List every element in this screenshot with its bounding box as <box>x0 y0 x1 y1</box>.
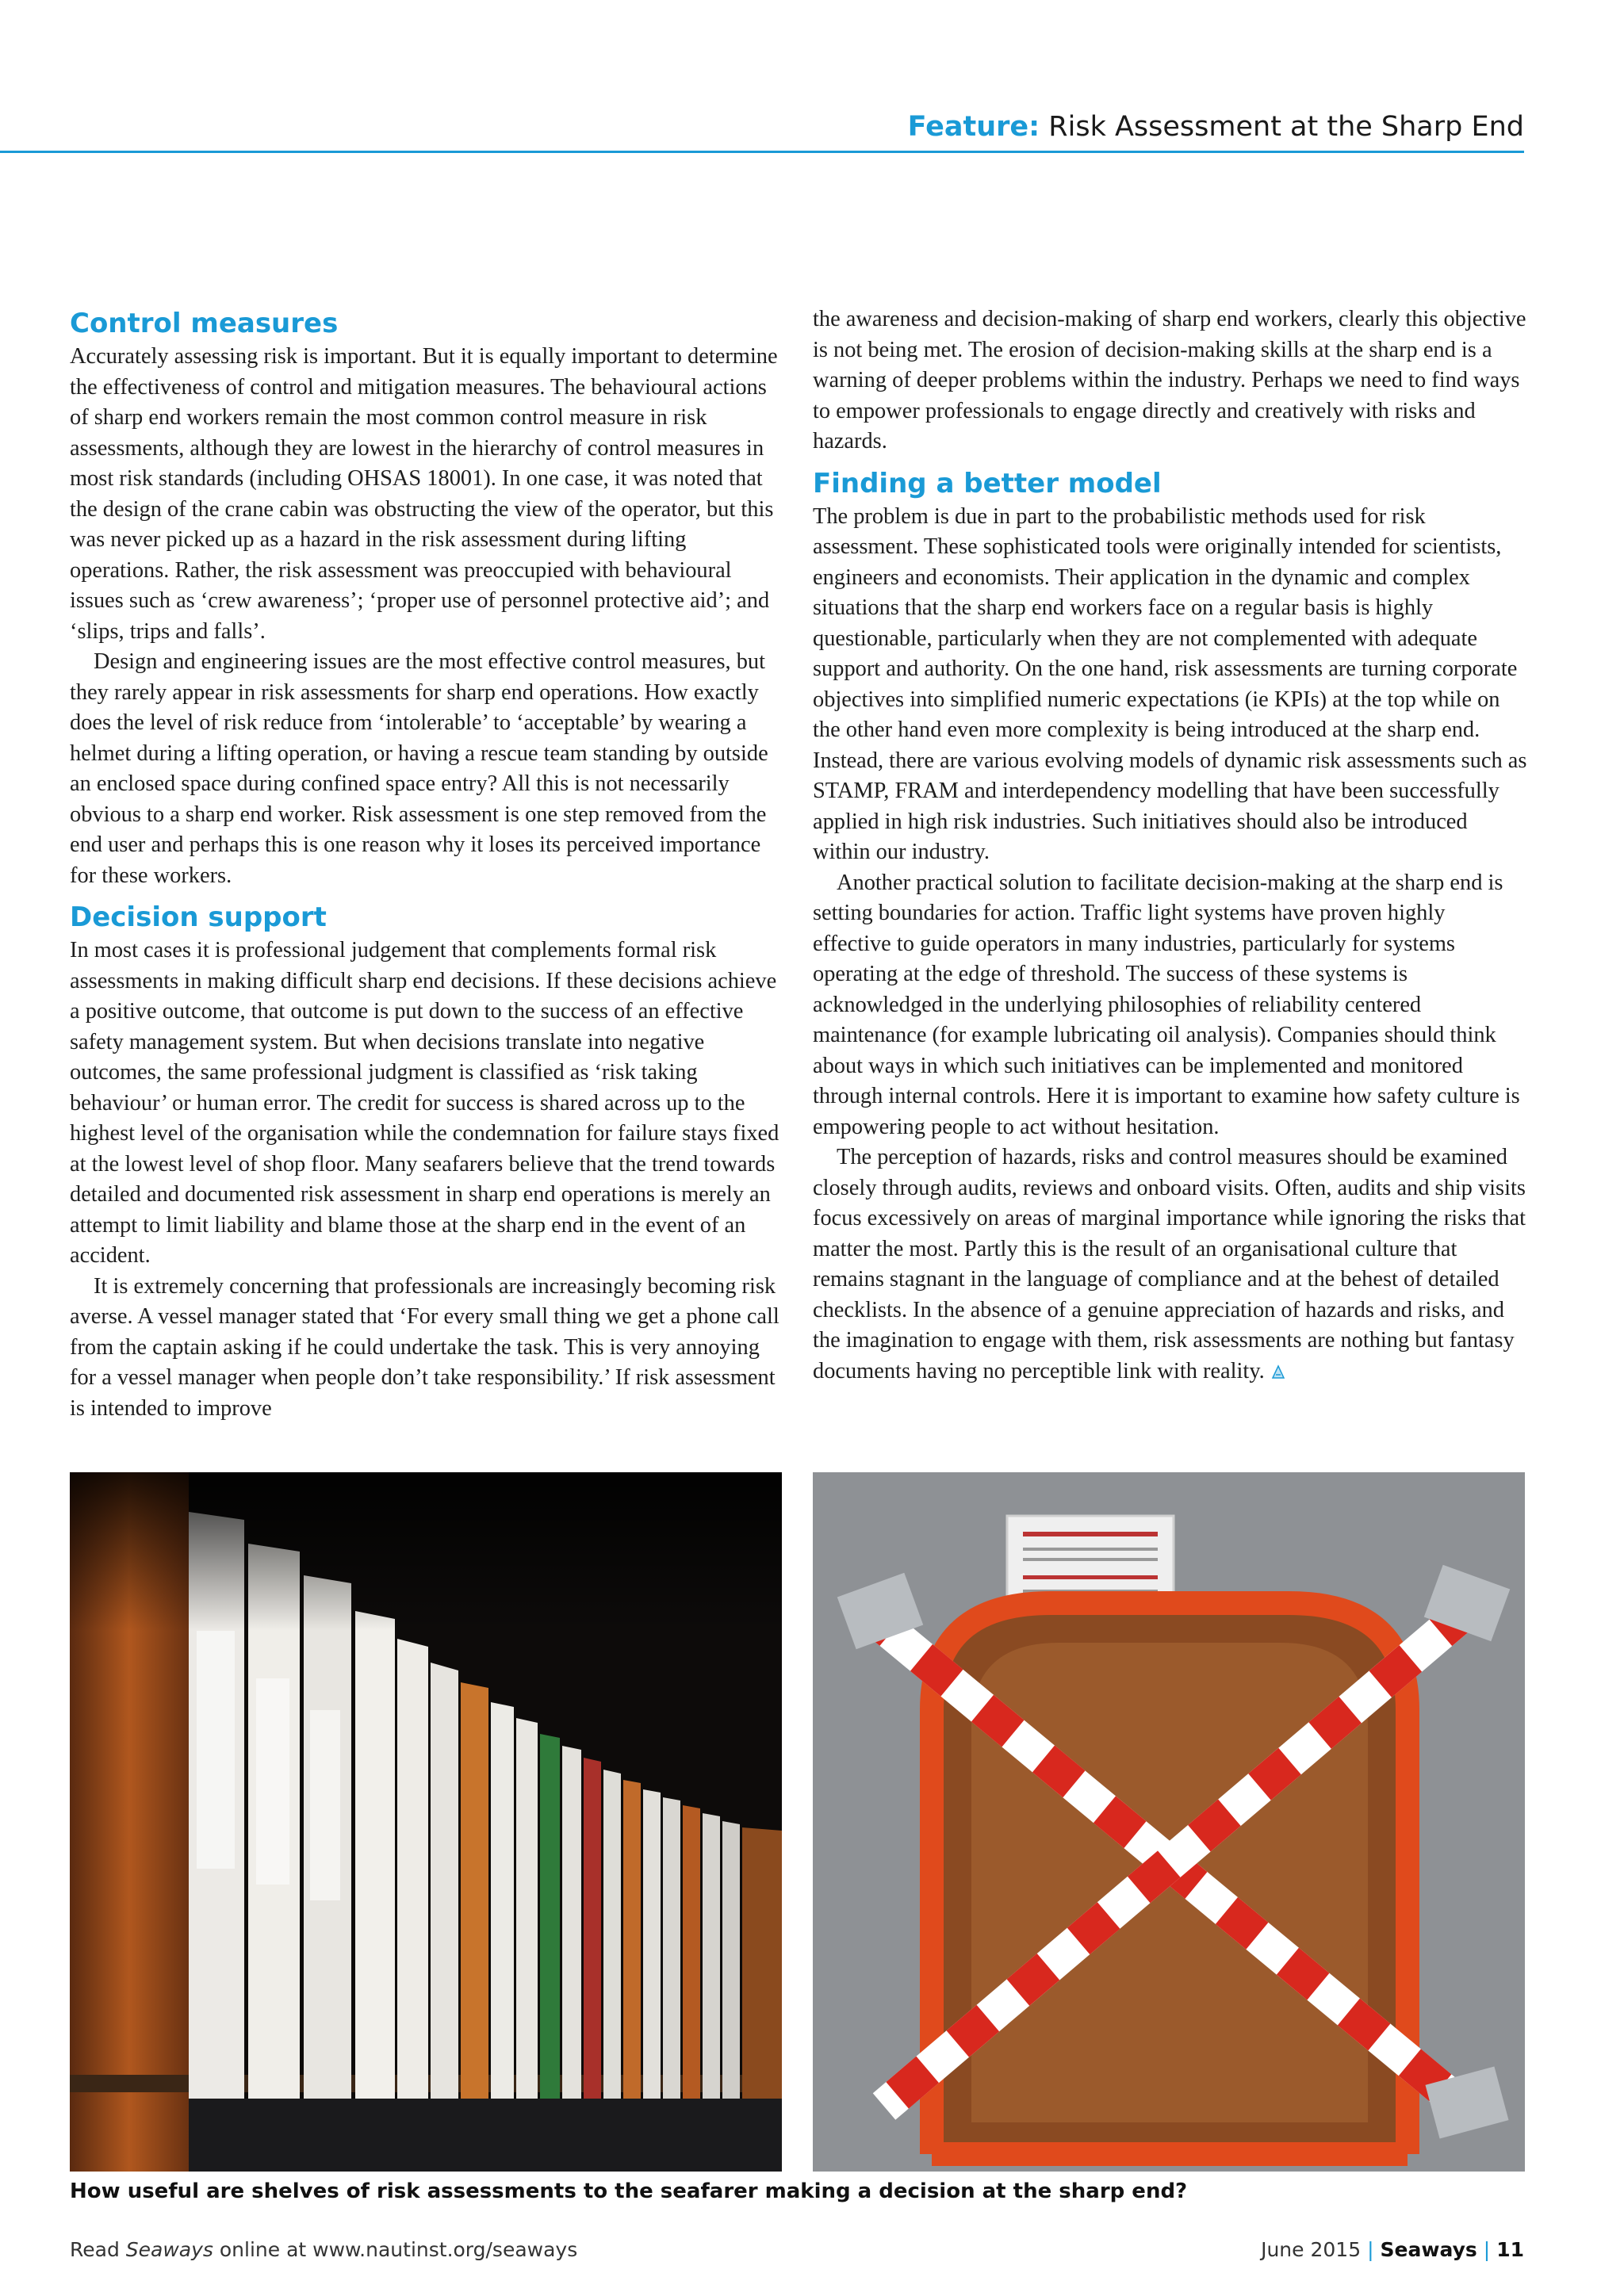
paragraph: Design and engineering issues are the most effective control measures, but they rarely appear in risk assessments for sharp end operations. How exactly does the level of risk reduce from ‘intolerable’ to ‘acceptable’ by wearing a helmet during a lifting operation, or having a rescue team standing by outside an enclosed space during confined space entry? All this is not necessarily obvious to a sharp end worker. Risk assessment is one step removed from the end user and perhaps this is one reason why it loses its perceived importance for these workers. <box>70 649 768 888</box>
heading-decision-support: Decision support <box>70 901 327 933</box>
magazine-name: Seaways <box>125 2238 213 2261</box>
paragraph: The problem is due in part to the probabilistic methods used for risk assessment. These sophisticated tools were originally intended for scientists, engineers and economists. Their application in the dynamic and complex situations that the sharp end workers face on a regular basis is highly questionable, particularly when they are not complemented with adequate support and authority. On the one hand, risk assessments are turning corporate objectives into simplified numeric expectations (ie KPIs) at the top while on the other hand even more complexity is being introduced at the sharp end. Instead, there are various evolving models of dynamic risk assessments such as STAMP, FRAM and interdependency modelling that have been successfully applied in high risk industries. Such initiatives should also be introduced within our industry. <box>813 503 1527 864</box>
feature-title: Risk Assessment at the Sharp End <box>1048 111 1524 143</box>
magazine-name-bold: Seaways <box>1380 2238 1477 2261</box>
feature-label: Feature: <box>907 111 1040 143</box>
paragraph: Accurately assessing risk is important. But it is equally important to determine the effectiveness of control and mitigation measures. The behavioural actions of sharp end workers remain the most common control measure in risk assessments, although they are lowest in the hierarchy of control measures in most risk standards (including OHSAS 18001). In one case, it was noted that the design of the crane cabin was obstructing the view of the operator, but this was never picked up as a hazard in the risk assessment during lifting operations. Rather, the risk assessment was preoccupied with behavioural issues such as ‘crew awareness’; ‘proper use of personnel protective aid’; and ‘slips, trips and falls’. <box>70 344 778 644</box>
heading-finding-better-model: Finding a better model <box>813 467 1162 499</box>
photo-taped-hatch <box>813 1472 1525 2172</box>
paragraph: the awareness and decision-making of sharp end workers, clearly this objective is not being met. The erosion of decision-making skills at the sharp end is a warning of deeper problems within the industry. Perhaps we need to find ways to empower professionals to engage directly and creatively with risks and hazards. <box>813 307 1526 453</box>
paragraph: Another practical solution to facilitate decision-making at the sharp end is setting boundaries for action. Traffic light systems have proven highly effective to guide operators in many industries, particularly for systems operating at the edge of threshold. The success of these systems is acknowledged in the underlying philosophies of reliability centered maintenance (for example lubricating oil analysis). Companies should think about ways in which such initiatives can be implemented and monitored through internal controls. Here it is important to examine how safety culture is empowering people to act without hesitation. <box>813 870 1520 1139</box>
footer-separator: | <box>1367 2238 1374 2261</box>
right-column <box>813 304 1528 1387</box>
binder-shelves-illustration <box>70 1472 782 2172</box>
paragraph-final: The perception of hazards, risks and control measures should be examined closely through audits, reviews and onboard visits. Often, audits and ship visits focus excessively on areas of marginal importance while ignoring the risks that matter the most. Partly this is the result of an organisational culture that remains stagnant in the language of compliance and at the behest of detailed checklists. In the absence of a genuine appreciation of hazards and risks, and the imagination to engage with them, risk assessments are nothing but fantasy documents having no perceptible link with reality. <box>813 1145 1526 1383</box>
heading-control-measures: Control measures <box>70 308 339 339</box>
issue-date: June 2015 <box>1261 2238 1362 2261</box>
footer-separator: | <box>1483 2238 1491 2261</box>
running-header <box>70 108 1524 146</box>
left-column <box>70 305 785 1424</box>
photo-binder-shelves <box>70 1472 782 2172</box>
figure-caption: How useful are shelves of risk assessments to the seafarer making a decision at the sharp end? <box>70 2179 1188 2203</box>
taped-hatch-illustration <box>813 1472 1525 2172</box>
header-rule <box>0 151 1524 153</box>
footer-folio <box>1261 2236 1524 2264</box>
paragraph: In most cases it is professional judgement that complements formal risk assessments in making difficult sharp end decisions. If these decisions achieve a positive outcome, that outcome is put down to the success of an effective safety management system. But when decisions translate into negative outcomes, the same professional judgment is classified as ‘risk taking behaviour’ or human error. The credit for success is shared across up to the highest level of the organisation while the condemnation for failure stays fixed at the lowest level of shop floor. Many seafarers believe that the trend towards detailed and documented risk assessment in sharp end operations is merely an attempt to limit liability and blame those at the sharp end in the event of an accident. <box>70 938 779 1268</box>
end-mark-icon <box>1270 1364 1287 1381</box>
page-number: 11 <box>1496 2238 1524 2261</box>
footer-url-text: Read Seaways online at www.nautinst.org/seaways <box>70 2238 578 2261</box>
paragraph: It is extremely concerning that professionals are increasingly becoming risk averse. A vessel manager stated that ‘For every small thing we get a phone call from the captain asking if he could undertake the task. This is very annoying for a vessel manager when people don’t take responsibility.’ If risk assessment is intended to improve <box>70 1273 779 1421</box>
